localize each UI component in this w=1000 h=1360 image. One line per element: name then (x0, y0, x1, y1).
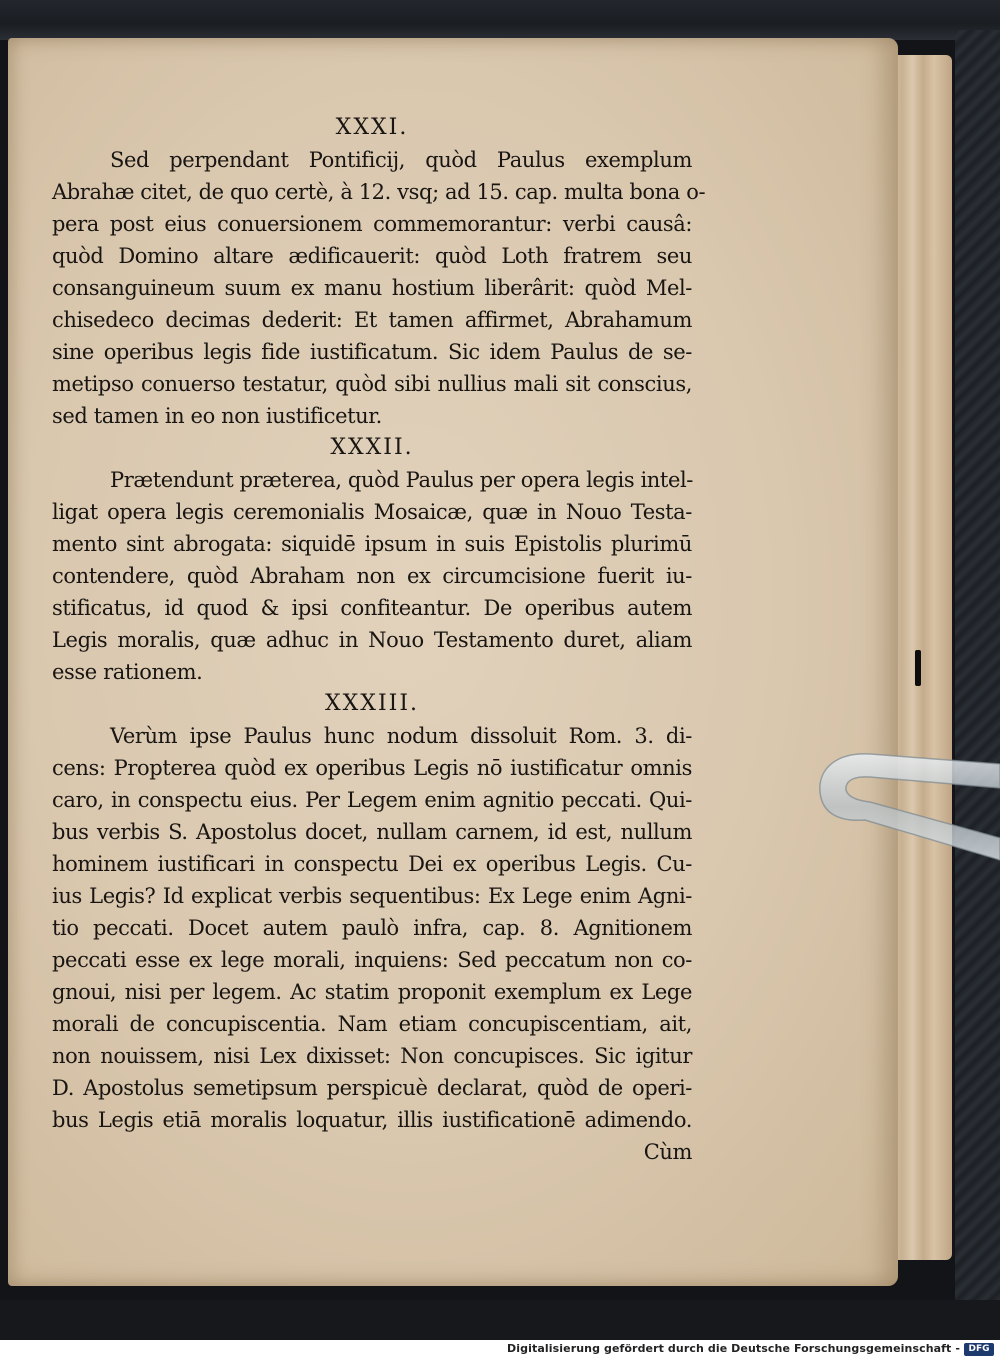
text-line: Verùm ipse Paulus hunc nodum dissoluit Rom. 3. di- (110, 724, 692, 748)
footer-credit: Digitalisierung gefördert durch die Deutsche Forschungsgemeinschaft - (507, 1342, 960, 1355)
text-line: ligat opera legis ceremonialis Mosaicæ, quæ in Nouo Testa- (52, 500, 692, 524)
text-line: morali de concupiscentia. Nam etiam concupiscentiam, ait, (52, 1012, 692, 1036)
footer-bar (0, 1340, 1000, 1360)
text-line: metipso conuerso testatur, quòd sibi nullius mali sit conscius, (52, 372, 692, 396)
text-line: non nouissem, nisi Lex dixisset: Non concupisces. Sic igitur (52, 1044, 692, 1068)
text-line: Sed perpendant Pontificij, quòd Paulus exemplum (110, 148, 692, 172)
text-line: bus Legis etiā moralis loquatur, illis iustificationē adimendo. (52, 1108, 692, 1132)
text-line: Abrahæ citet, de quo certè, à 12. vsq; ad 15. cap. multa bona o- (52, 180, 706, 204)
text-line: quòd Domino altare ædificauerit: quòd Loth fratrem seu (52, 244, 692, 268)
text-line: cens: Propterea quòd ex operibus Legis nō iustificatur omnis (52, 756, 692, 780)
text-line: sed tamen in eo non iustificetur. (52, 404, 382, 428)
book-cover-bottom (0, 1300, 1000, 1340)
text-line: hominem iustificari in conspectu Dei ex operibus Legis. Cu- (52, 852, 692, 876)
text-line: Prætendunt præterea, quòd Paulus per opera legis intel- (110, 468, 693, 492)
book-cover-right (955, 30, 1000, 1340)
section-heading: XXXI. (335, 115, 409, 140)
text-line: sine operibus legis fide iustificatum. Sic idem Paulus de se- (52, 340, 692, 364)
text-line: contendere, quòd Abraham non ex circumcisione fuerit iu- (52, 564, 692, 588)
text-line: pera post eius conuersionem commemorantur: verbi causâ: (52, 212, 692, 236)
section-heading: XXXII. (330, 435, 414, 460)
page-edge-mark (915, 650, 921, 686)
text-line: mento sint abrogata: siquidē ipsum in suis Epistolis plurimū (52, 532, 692, 556)
page-text (52, 112, 706, 1168)
text-line: consanguineum suum ex manu hostium liberârit: quòd Mel- (52, 276, 692, 300)
text-line: tio peccati. Docet autem paulò infra, cap. 8. Agnitionem (52, 916, 692, 940)
text-line: chisedeco decimas dederit: Et tamen affirmet, Abrahamum (52, 308, 692, 332)
page-clip-icon (810, 742, 1000, 892)
text-line: esse rationem. (52, 660, 203, 684)
dfg-logo: DFG (964, 1343, 994, 1356)
text-line: caro, in conspectu eius. Per Legem enim agnitio peccati. Qui- (52, 788, 692, 812)
text-line: gnoui, nisi per legem. Ac statim proponit exemplum ex Lege (52, 980, 692, 1004)
text-line: bus verbis S. Apostolus docet, nullam carnem, id est, nullum (52, 820, 692, 844)
text-line: Legis moralis, quæ adhuc in Nouo Testamento duret, aliam (52, 628, 692, 652)
book-page (8, 38, 898, 1286)
text-line: stificatus, id quod & ipsi confiteantur. De operibus autem (52, 596, 692, 620)
text-line: D. Apostolus semetipsum perspicuè declarat, quòd de operi- (52, 1076, 692, 1100)
catchword: Cùm (643, 1140, 692, 1164)
book-cover-top (0, 0, 1000, 40)
text-line: peccati esse ex lege morali, inquiens: Sed peccatum non co- (52, 948, 692, 972)
section-heading: XXXIII. (324, 691, 420, 716)
text-line: ius Legis? Id explicat verbis sequentibus: Ex Lege enim Agni- (52, 884, 692, 908)
